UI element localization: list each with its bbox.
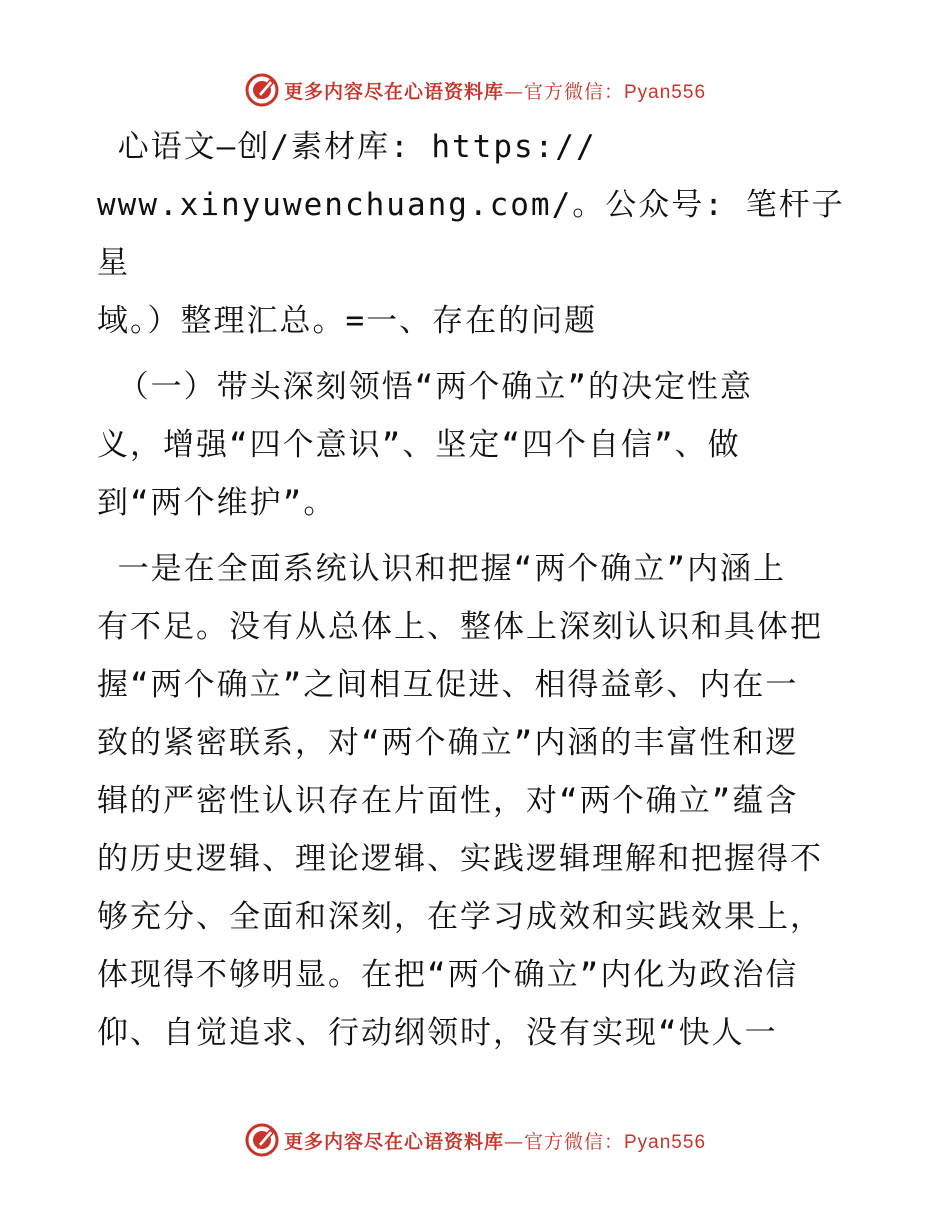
pen-seal-icon: [244, 1122, 280, 1158]
pen-seal-icon: [244, 72, 280, 108]
footer-banner-text: [284, 1127, 706, 1154]
header-banner-dash: —: [503, 80, 524, 103]
footer-banner-slogan: 更多内容尽在心语资料库: [283, 1130, 504, 1153]
paragraph-source-note: 心语文—创/素材库: https:// www.xinyuwenchuang.com/。公众号: 笔杆子星 域。）整理汇总。=一、存在的问题: [97, 129, 845, 339]
footer-banner-wechat-label: 官方微信：: [523, 1130, 624, 1153]
paragraph-problem-one: 一是在全面系统认识和把握“两个确立”内涵上 有不足。没有从总体上、整体上深刻认识和具体把 握“两个确立”之间相互促进、相得益彰、内在一 致的紧密联系，对“两个确立”内涵的丰富性和逻 辑的严密性认识存在片面性，对“两个确立”蕴含 的历史逻辑、理论逻辑、实践逻辑理解和把握得不 够充分、全面和深刻，在学习成效和实践效果上， 体现得不够明显。在把“两个确立”内化为政治信 仰、自觉追求、行动纲领时，没有实现“快人一: [97, 551, 823, 1051]
header-banner-account: Pyan556: [624, 81, 707, 103]
paragraph-section-heading: （一）带头深刻领悟“两个确立”的决定性意 义，增强“四个意识”、坚定“四个自信”、做 到“两个维护”。: [97, 369, 753, 521]
header-banner-inner: [244, 72, 706, 108]
footer-banner-dash: —: [503, 1130, 524, 1153]
header-banner-wechat-label: 官方微信：: [523, 80, 624, 103]
header-banner-slogan: 更多内容尽在心语资料库: [283, 80, 504, 103]
header-banner-text: [284, 77, 706, 104]
footer-banner: [0, 1120, 950, 1160]
footer-banner-account: Pyan556: [624, 1131, 707, 1153]
footer-banner-inner: [244, 1122, 706, 1158]
document-body: [97, 118, 857, 1062]
header-banner: [0, 70, 950, 110]
